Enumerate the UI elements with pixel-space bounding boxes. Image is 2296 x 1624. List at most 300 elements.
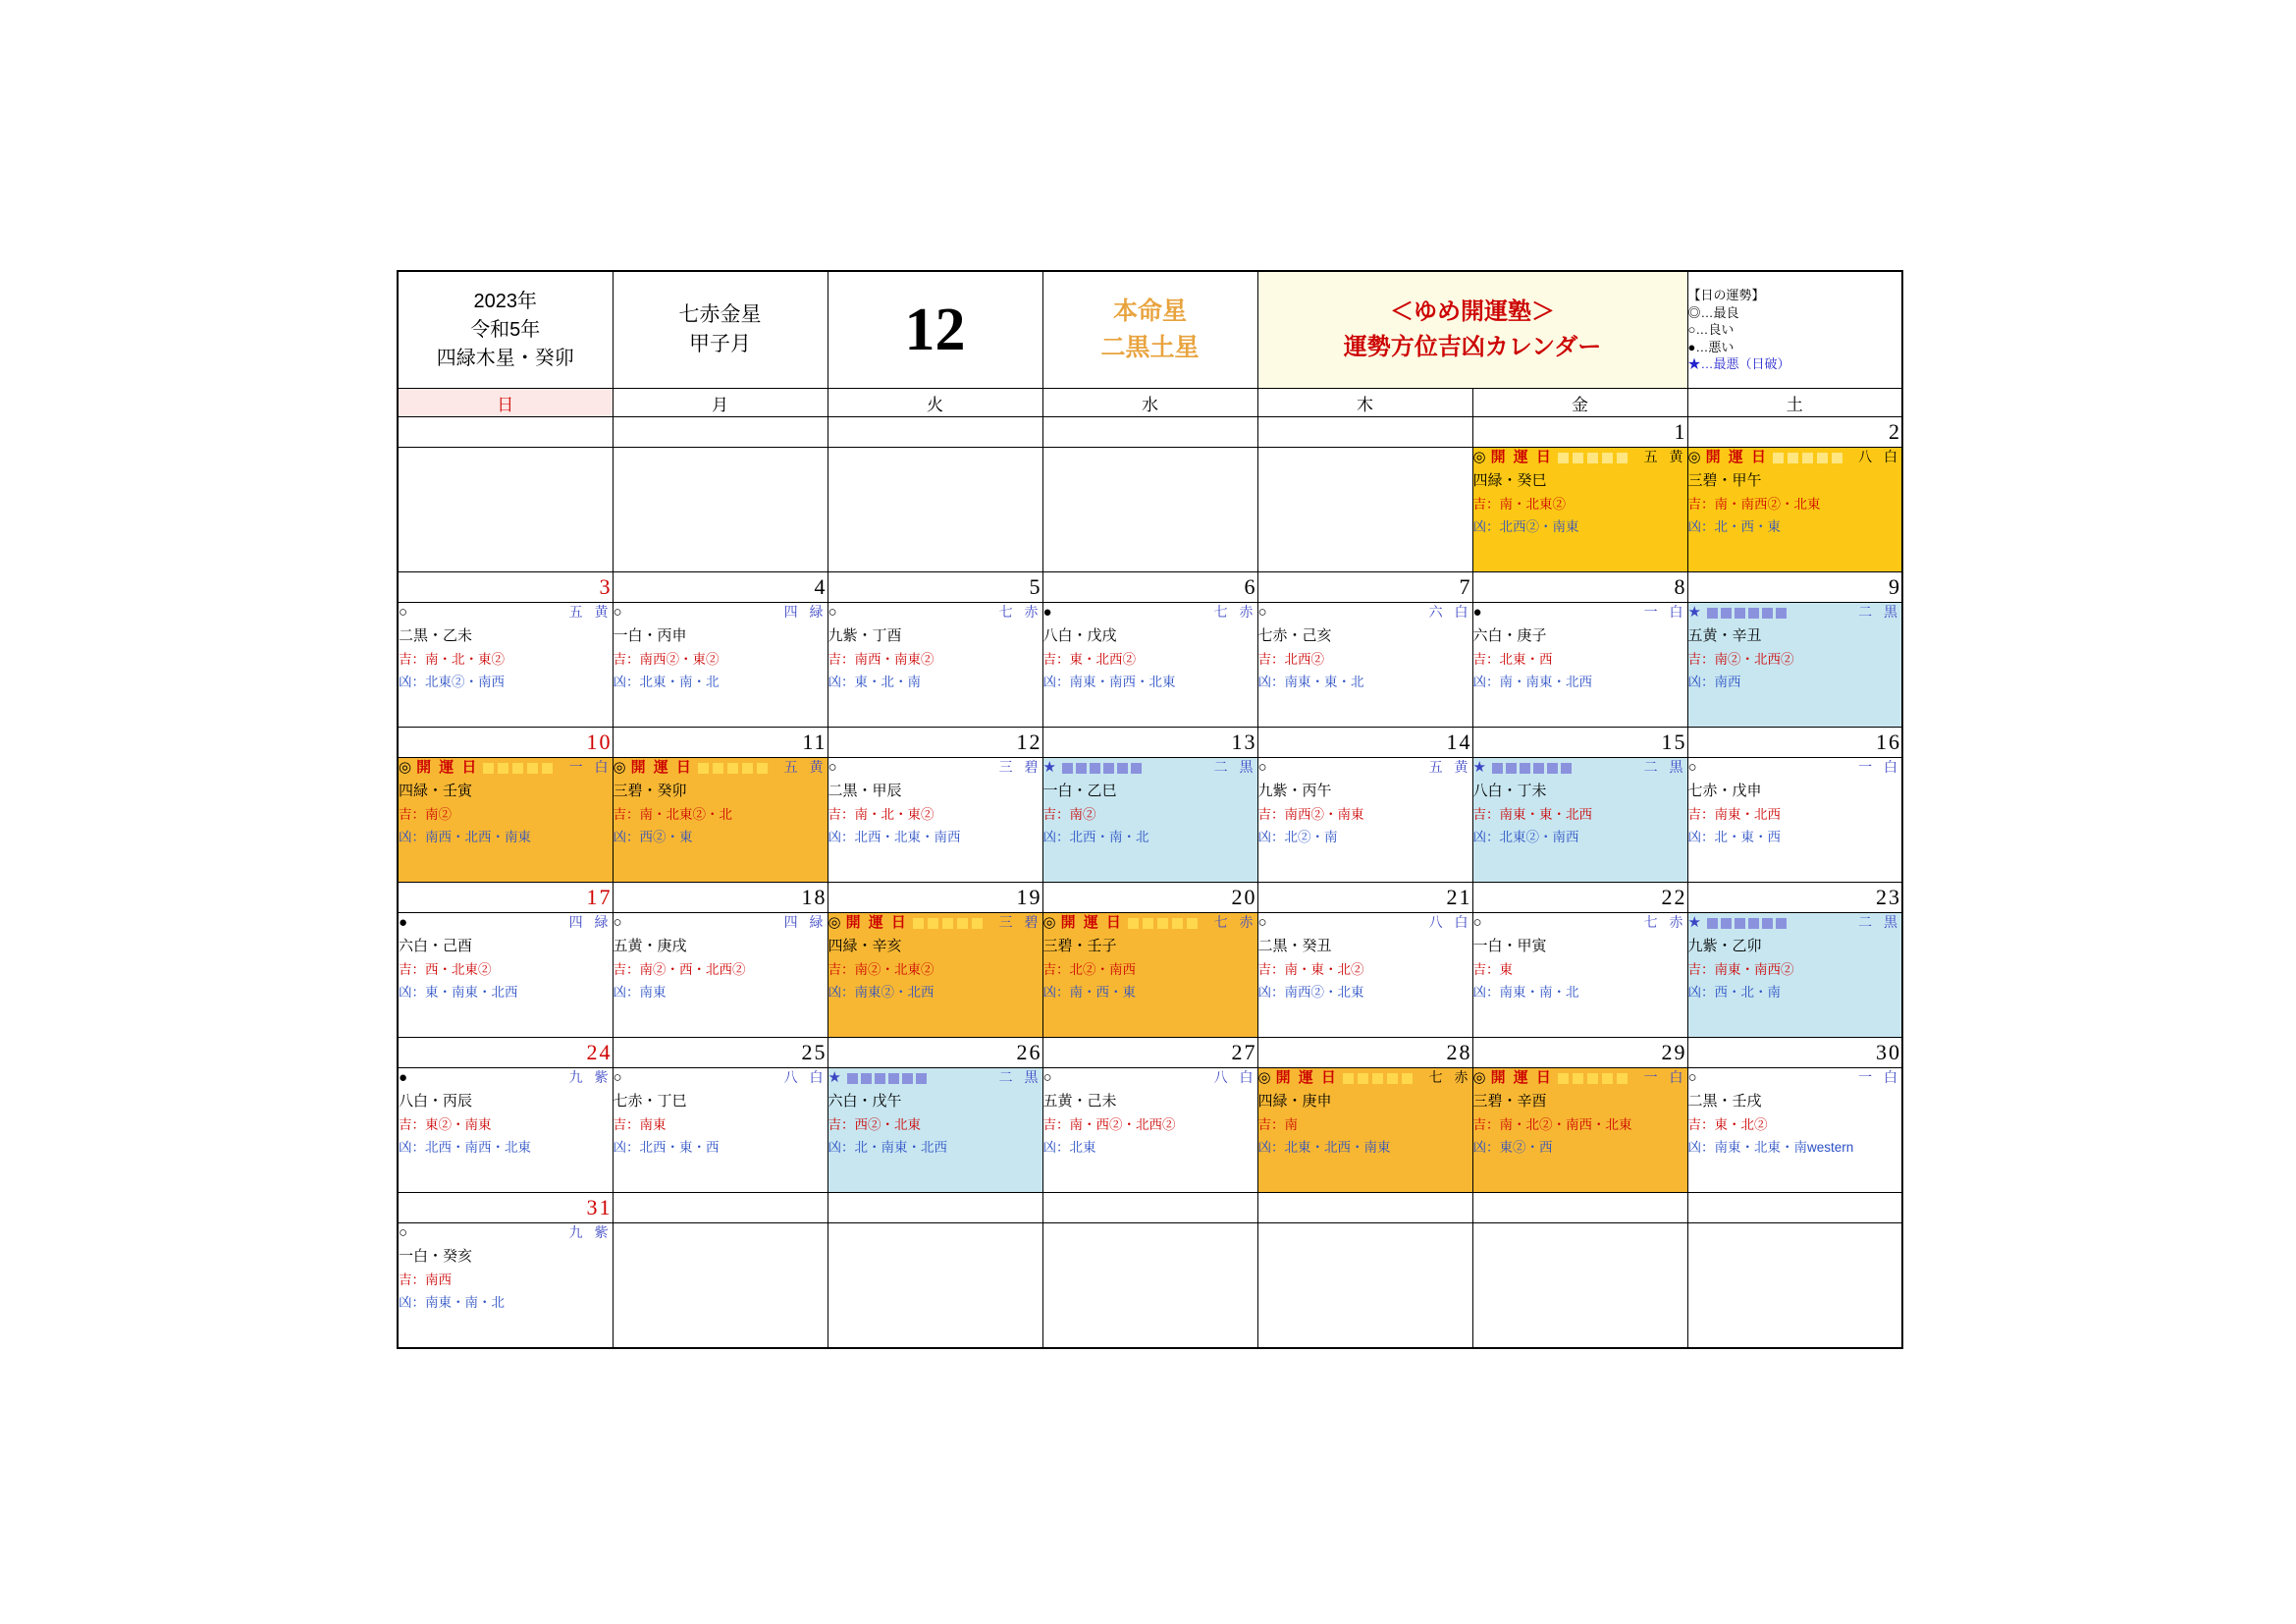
day-top-line [1258, 1068, 1472, 1088]
day-top-line [1473, 913, 1687, 933]
day-top-line [1473, 758, 1687, 778]
hahi-square [1721, 918, 1732, 929]
day-fortune-group [1473, 911, 1482, 934]
day-number[interactable]: 11 [613, 728, 828, 758]
kichi-directions: 吉：南東・南西② [1687, 962, 1794, 978]
weekday-sat: 土 [1687, 389, 1902, 417]
day-cell[interactable] [398, 1223, 613, 1349]
year-line-2: 令和5年 [470, 318, 541, 341]
day-top-line [1688, 603, 1902, 623]
day-number[interactable]: 5 [828, 572, 1042, 603]
eto-label: 一白・癸亥 [399, 1248, 473, 1265]
kichi-directions: 吉：西②・北東 [828, 1117, 921, 1133]
kyusei-label: 四 緑 [783, 604, 828, 621]
day-number-row [398, 728, 1902, 758]
fortune-mark-icon: ○ [1042, 1069, 1052, 1087]
kaiun-square [1172, 918, 1183, 929]
kichi-directions: 吉：南・北東②・北 [613, 807, 732, 823]
fortune-mark-icon: ○ [399, 604, 408, 622]
kyou-directions: 凶：東②・西 [1472, 1140, 1553, 1156]
day-fortune-group [1688, 601, 1787, 623]
kyusei-label: 八 白 [783, 1069, 828, 1086]
month-star-line-1: 七赤金星 [678, 302, 762, 326]
day-number[interactable]: 25 [613, 1038, 828, 1068]
day-cell[interactable] [828, 1068, 1042, 1193]
eto-label: 四緑・庚申 [1257, 1093, 1332, 1110]
day-number-empty [613, 417, 828, 448]
day-top-line [399, 1068, 613, 1088]
kichi-directions: 吉：北②・南西 [1042, 962, 1136, 978]
day-number[interactable]: 16 [1687, 728, 1902, 758]
day-fortune-group [1258, 756, 1267, 779]
day-cell[interactable] [1042, 1068, 1257, 1193]
hahi-square [1762, 608, 1773, 619]
hahi-square [1735, 918, 1745, 929]
month-number-cell [828, 271, 1042, 389]
kyusei-label: 二 黒 [1858, 604, 1902, 621]
fortune-mark-icon: ○ [1257, 604, 1267, 622]
kichi-directions: 吉：南②・北東② [828, 962, 934, 978]
day-number[interactable]: 13 [1042, 728, 1257, 758]
day-cell[interactable] [1687, 913, 1902, 1038]
day-fortune-group [1043, 1066, 1052, 1089]
day-cell[interactable] [398, 603, 613, 728]
day-cell[interactable] [613, 603, 828, 728]
kichi-directions: 吉：南・東・北② [1257, 962, 1364, 978]
day-number[interactable]: 20 [1042, 883, 1257, 913]
day-number[interactable]: 29 [1472, 1038, 1687, 1068]
kyou-directions: 凶：南西・北西・南東 [399, 830, 531, 845]
hahi-square [1117, 763, 1128, 774]
day-content-row [398, 1068, 1902, 1193]
fortune-mark-icon: ◎ [399, 759, 412, 777]
kaiun-square [957, 918, 968, 929]
day-cell[interactable] [1257, 603, 1472, 728]
day-fortune-group [1688, 446, 1842, 468]
day-cell[interactable] [1257, 913, 1472, 1038]
fortune-mark-icon: ○ [1257, 759, 1267, 777]
eto-label: 三碧・癸卯 [613, 783, 687, 799]
kichi-directions: 吉：東・北西② [1042, 652, 1136, 668]
kyou-directions: 凶：北・東・西 [1687, 830, 1782, 845]
day-cell[interactable] [1687, 1068, 1902, 1193]
eto-label: 三碧・壬子 [1042, 938, 1117, 954]
day-fortune-group [1258, 601, 1267, 623]
day-top-line [828, 758, 1042, 778]
eto-label: 四緑・壬寅 [399, 783, 473, 799]
kichi-directions: 吉：北西② [1257, 652, 1324, 668]
kyusei-label: 一 白 [1858, 759, 1902, 776]
day-cell[interactable] [1472, 603, 1687, 728]
kaiun-square [913, 918, 924, 929]
kaiun-square [1128, 918, 1139, 929]
kaiun-square [527, 763, 538, 774]
day-cell[interactable] [1472, 1068, 1687, 1193]
day-number[interactable]: 9 [1687, 572, 1902, 603]
day-top-line [399, 913, 613, 933]
eto-label: 六白・戊午 [828, 1093, 902, 1110]
kyusei-label: 四 緑 [783, 914, 828, 931]
kyou-directions: 凶：南東・南・北 [1472, 985, 1579, 1001]
kaiun-square [512, 763, 523, 774]
kyusei-label: 一 白 [1643, 604, 1687, 621]
day-top-line [1688, 448, 1902, 467]
kaiun-square [1587, 453, 1598, 463]
kyou-directions: 凶：西・北・南 [1687, 985, 1782, 1001]
day-number[interactable]: 4 [613, 572, 828, 603]
day-number-empty [828, 1193, 1042, 1223]
fortune-mark-icon: ○ [828, 759, 837, 777]
hahi-square [1707, 918, 1718, 929]
day-number[interactable]: 18 [613, 883, 828, 913]
hahi-square [847, 1073, 858, 1084]
fortune-mark-icon: ◎ [1042, 914, 1056, 932]
eto-label: 一白・乙巳 [1042, 783, 1117, 799]
day-number[interactable]: 12 [828, 728, 1042, 758]
kyou-directions: 凶：北東②・南西 [1472, 830, 1579, 845]
hahi-marker [1062, 763, 1142, 774]
day-cell[interactable] [613, 913, 828, 1038]
day-cell[interactable] [1042, 913, 1257, 1038]
hahi-square [888, 1073, 899, 1084]
fortune-mark-icon: ○ [399, 1224, 408, 1242]
day-cell-empty [1042, 448, 1257, 572]
day-top-line [1258, 758, 1472, 778]
kyusei-label: 七 赤 [1213, 914, 1257, 931]
day-cell-empty [1257, 448, 1472, 572]
eto-label: 八白・丙辰 [399, 1093, 473, 1110]
day-fortune-group [399, 756, 553, 779]
eto-label: 七赤・己亥 [1257, 627, 1332, 644]
kyusei-label: 二 黒 [998, 1069, 1042, 1086]
day-number[interactable]: 21 [1257, 883, 1472, 913]
hahi-square [1062, 763, 1073, 774]
eto-label: 五黄・庚戌 [613, 938, 687, 954]
day-fortune-group [1688, 756, 1697, 779]
eto-label: 九紫・丙午 [1257, 783, 1332, 799]
fortune-mark-icon: ● [399, 1069, 408, 1087]
kichi-directions: 吉：南② [399, 807, 452, 823]
day-number[interactable]: 8 [1472, 572, 1687, 603]
kaiun-square [698, 763, 709, 774]
kichi-directions: 吉：西・北東② [399, 962, 492, 978]
fortune-mark-icon: ○ [613, 604, 622, 622]
title-line-2: 運勢方位吉凶カレンダー [1343, 334, 1602, 360]
kyou-directions: 凶：北②・南 [1257, 830, 1338, 845]
day-cell[interactable] [1042, 758, 1257, 883]
kaiun-square [727, 763, 738, 774]
kaiun-square [1558, 1073, 1569, 1084]
kichi-directions: 吉：南西②・東② [613, 652, 720, 668]
hahi-square [875, 1073, 885, 1084]
fortune-mark-icon: ◎ [828, 914, 841, 932]
kyusei-label: 二 黒 [1643, 759, 1687, 776]
eto-label: 九紫・乙卯 [1687, 938, 1762, 954]
day-fortune-group [1043, 756, 1142, 779]
kyou-directions: 凶：南西 [1687, 675, 1741, 690]
day-number[interactable]: 2 [1687, 417, 1902, 448]
eto-label: 二黒・甲辰 [828, 783, 902, 799]
kaiun-square [1372, 1073, 1383, 1084]
day-fortune-group [614, 601, 622, 623]
kyusei-label: 七 赤 [1428, 1069, 1472, 1086]
day-fortune-group [1258, 1066, 1413, 1089]
weekday-row [398, 389, 1902, 417]
hahi-square [1776, 918, 1787, 929]
day-number[interactable]: 28 [1257, 1038, 1472, 1068]
day-number[interactable]: 30 [1687, 1038, 1902, 1068]
kyou-directions: 凶：北西・東・西 [613, 1140, 720, 1156]
day-number[interactable]: 17 [398, 883, 613, 913]
kyou-directions: 凶：西②・東 [613, 830, 693, 845]
hahi-square [1547, 763, 1558, 774]
day-number[interactable]: 14 [1257, 728, 1472, 758]
day-number[interactable]: 23 [1687, 883, 1902, 913]
day-top-line [1043, 603, 1257, 623]
eto-label: 八白・丁未 [1472, 783, 1547, 799]
year-line-3: 四緑木星・癸卯 [436, 347, 574, 369]
day-fortune-group [1043, 911, 1198, 934]
kichi-directions: 吉：南・西②・北西② [1042, 1117, 1176, 1133]
day-top-line [614, 758, 828, 778]
kaiun-marker [483, 763, 553, 774]
hahi-square [916, 1073, 927, 1084]
day-number[interactable]: 24 [398, 1038, 613, 1068]
fortune-mark-icon: ★ [1472, 759, 1487, 777]
kichi-directions: 吉：南・北・東② [828, 807, 934, 823]
day-cell[interactable] [398, 1068, 613, 1193]
kyou-directions: 凶：東・南東・北西 [399, 985, 518, 1001]
day-number[interactable]: 3 [398, 572, 613, 603]
hahi-square [1492, 763, 1503, 774]
day-cell[interactable] [398, 913, 613, 1038]
kaiun-square [483, 763, 494, 774]
weekday-wed: 水 [1042, 389, 1257, 417]
honmei-value: 二黒土星 [1100, 334, 1200, 361]
weekday-mon: 月 [613, 389, 828, 417]
day-number[interactable]: 19 [828, 883, 1042, 913]
day-cell[interactable] [1257, 1068, 1472, 1193]
eto-label: 四緑・癸巳 [1472, 472, 1547, 489]
kichi-directions: 吉：南東・北西 [1687, 807, 1782, 823]
day-number[interactable]: 7 [1257, 572, 1472, 603]
kyou-directions: 凶：東・北・南 [828, 675, 921, 690]
kyusei-label: 五 黄 [1643, 449, 1687, 465]
kyusei-label: 二 黒 [1213, 759, 1257, 776]
day-cell-empty [1472, 1223, 1687, 1349]
day-content-row [398, 603, 1902, 728]
day-cell[interactable] [1687, 758, 1902, 883]
legend-item-bad: ●…悪い [1687, 339, 1735, 354]
day-number[interactable]: 10 [398, 728, 613, 758]
kichi-directions: 吉：東②・南東 [399, 1117, 492, 1133]
day-top-line [614, 603, 828, 623]
day-fortune-group [1473, 1066, 1628, 1089]
kaiun-label: 開 運 日 [1705, 449, 1768, 466]
kichi-directions: 吉：北東・西 [1472, 652, 1553, 668]
day-cell-empty [1257, 1223, 1472, 1349]
day-number[interactable]: 31 [398, 1193, 613, 1223]
hahi-square [1735, 608, 1745, 619]
day-top-line [1688, 913, 1902, 933]
day-number[interactable]: 22 [1472, 883, 1687, 913]
kyusei-label: 九 紫 [568, 1069, 613, 1086]
day-content-row [398, 758, 1902, 883]
eto-label: 九紫・丁酉 [828, 627, 902, 644]
weekday-fri: 金 [1472, 389, 1687, 417]
kaiun-label: 開 運 日 [630, 759, 693, 777]
kyou-directions: 凶：南・南東・北西 [1472, 675, 1592, 690]
kaiun-square [1832, 453, 1842, 463]
day-number[interactable]: 1 [1472, 417, 1687, 448]
day-cell[interactable] [613, 1068, 828, 1193]
day-top-line [828, 913, 1042, 933]
fortune-mark-icon: ○ [1687, 1069, 1697, 1087]
kyou-directions: 凶：南東・東・北 [1257, 675, 1364, 690]
day-top-line [1043, 758, 1257, 778]
kyou-directions: 凶：北・南東・北西 [828, 1140, 947, 1156]
day-fortune-group [1473, 446, 1628, 468]
day-number-row [398, 1193, 1902, 1223]
kaiun-label: 開 運 日 [1490, 1069, 1553, 1087]
kaiun-label: 開 運 日 [1060, 914, 1123, 932]
legend-item-good: ○…良い [1687, 322, 1735, 338]
hahi-square [1090, 763, 1100, 774]
day-top-line [1043, 1068, 1257, 1088]
kyusei-label: 五 黄 [568, 604, 613, 621]
kaiun-square [757, 763, 768, 774]
kaiun-square [1602, 1073, 1613, 1084]
day-cell[interactable] [398, 758, 613, 883]
day-cell[interactable] [1042, 603, 1257, 728]
day-top-line [1258, 603, 1472, 623]
kaiun-marker [1773, 453, 1842, 463]
day-cell-empty [1687, 1223, 1902, 1349]
day-fortune-group [828, 756, 837, 779]
kaiun-square [1402, 1073, 1413, 1084]
month-star-block [613, 271, 828, 389]
year-line-1: 2023年 [473, 290, 537, 312]
kaiun-square [1788, 453, 1798, 463]
day-fortune-group [828, 911, 983, 934]
day-number-empty [398, 417, 613, 448]
day-cell[interactable] [1472, 758, 1687, 883]
day-cell[interactable] [1687, 603, 1902, 728]
day-cell[interactable] [613, 758, 828, 883]
fortune-mark-icon: ◎ [1472, 1069, 1486, 1087]
kaiun-square [1602, 453, 1613, 463]
day-number-row [398, 1038, 1902, 1068]
fortune-mark-icon: ● [1472, 604, 1482, 622]
legend-block [1687, 271, 1902, 389]
kichi-directions: 吉：南・南西②・北東 [1687, 497, 1821, 513]
day-cell-empty [613, 448, 828, 572]
day-cell[interactable] [828, 913, 1042, 1038]
legend-title: 【日の運勢】 [1687, 288, 1765, 303]
kyusei-label: 七 赤 [1643, 914, 1687, 931]
eto-label: 七赤・戊申 [1687, 783, 1762, 799]
eto-label: 一白・甲寅 [1472, 938, 1547, 954]
header-row [398, 271, 1902, 389]
hahi-square [1131, 763, 1142, 774]
kichi-directions: 吉：南・北②・南西・北東 [1472, 1117, 1632, 1133]
kyusei-label: 九 紫 [568, 1224, 613, 1241]
fortune-mark-icon: ◎ [1687, 449, 1701, 466]
fortune-mark-icon: ★ [1687, 914, 1702, 932]
kichi-directions: 吉：東 [1472, 962, 1513, 978]
month-number: 12 [904, 297, 966, 363]
kyusei-label: 四 緑 [568, 914, 613, 931]
day-cell[interactable] [828, 603, 1042, 728]
kaiun-square [1343, 1073, 1354, 1084]
kichi-directions: 吉：南②・西・北西② [613, 962, 746, 978]
kyou-directions: 凶：北西・北東・南西 [828, 830, 961, 845]
day-cell[interactable] [1472, 913, 1687, 1038]
day-cell[interactable] [1257, 758, 1472, 883]
kyusei-label: 二 黒 [1858, 914, 1902, 931]
kaiun-square [1617, 1073, 1628, 1084]
eto-label: 七赤・丁巳 [613, 1093, 687, 1110]
kaiun-label: 開 運 日 [845, 914, 908, 932]
day-number[interactable]: 15 [1472, 728, 1687, 758]
kichi-directions: 吉：東・北② [1687, 1117, 1768, 1133]
kyusei-label: 七 赤 [1213, 604, 1257, 621]
fortune-mark-icon: ★ [1042, 759, 1057, 777]
day-cell-empty [828, 1223, 1042, 1349]
kyusei-label: 一 白 [1858, 1069, 1902, 1086]
eto-label: 六白・庚子 [1472, 627, 1547, 644]
day-number[interactable]: 27 [1042, 1038, 1257, 1068]
hahi-marker [1707, 608, 1787, 619]
day-number-empty [613, 1193, 828, 1223]
kaiun-marker [1558, 1073, 1628, 1084]
eto-label: 三碧・甲午 [1687, 472, 1762, 489]
day-number[interactable]: 6 [1042, 572, 1257, 603]
day-cell[interactable] [1687, 448, 1902, 572]
kaiun-square [542, 763, 553, 774]
day-cell[interactable] [828, 758, 1042, 883]
day-fortune-group [1473, 756, 1572, 779]
day-top-line [1688, 758, 1902, 778]
hahi-square [1561, 763, 1572, 774]
kichi-directions: 吉：南西②・南東 [1257, 807, 1364, 823]
hahi-marker [1492, 763, 1572, 774]
eto-label: 一白・丙申 [613, 627, 687, 644]
fortune-mark-icon: ★ [1687, 604, 1702, 622]
day-number-row [398, 417, 1902, 448]
eto-label: 八白・戊戌 [1042, 627, 1117, 644]
eto-label: 六白・己酉 [399, 938, 473, 954]
day-content-row [398, 1223, 1902, 1349]
calendar-table [397, 270, 1903, 1349]
fortune-mark-icon: ● [399, 914, 408, 932]
hahi-square [1762, 918, 1773, 929]
day-fortune-group [1473, 601, 1482, 623]
day-fortune-group [614, 756, 768, 779]
hahi-square [1103, 763, 1114, 774]
day-number-empty [1257, 417, 1472, 448]
fortune-mark-icon: ○ [1687, 759, 1697, 777]
day-number-empty [1257, 1193, 1472, 1223]
eto-label: 五黄・己未 [1042, 1093, 1117, 1110]
day-cell[interactable] [1472, 448, 1687, 572]
kichi-directions: 吉：南②・北西② [1687, 652, 1794, 668]
day-top-line [1473, 603, 1687, 623]
day-number[interactable]: 26 [828, 1038, 1042, 1068]
fortune-mark-icon: ○ [613, 1069, 622, 1087]
hahi-square [1707, 608, 1718, 619]
kyusei-label: 八 白 [1428, 914, 1472, 931]
